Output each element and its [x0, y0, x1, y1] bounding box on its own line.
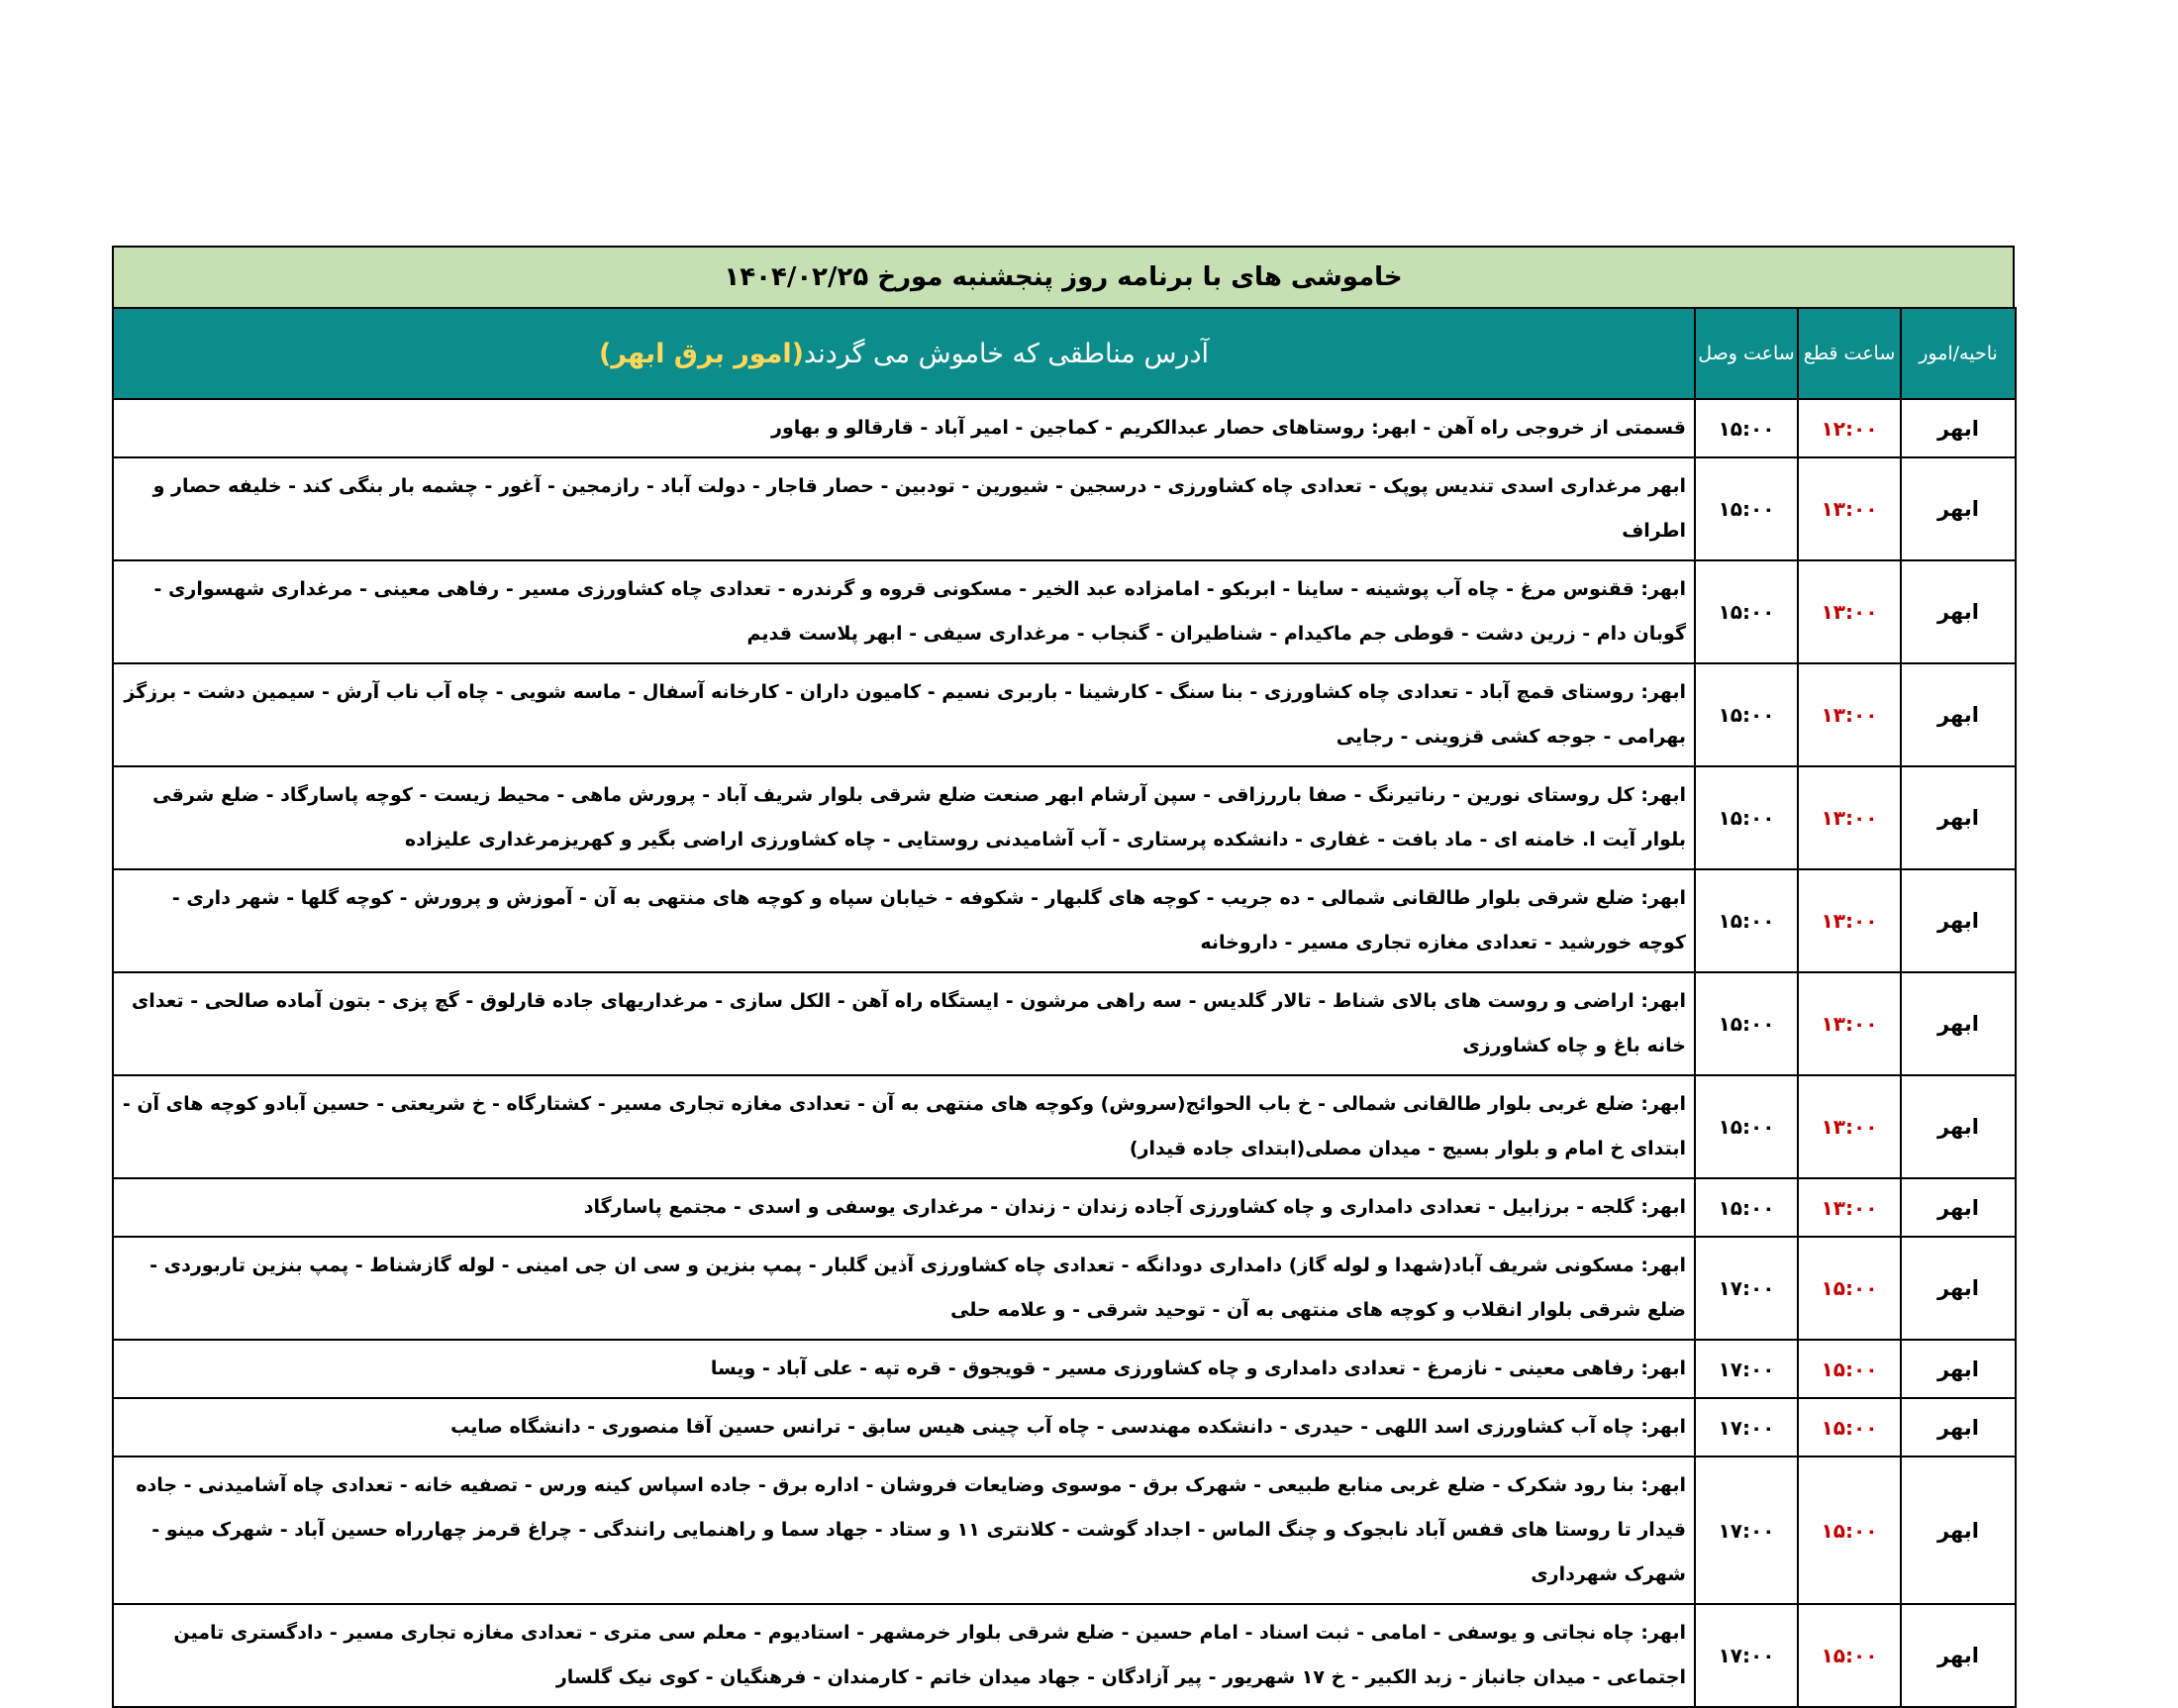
row-region: ابهر: [1901, 1340, 2016, 1398]
row-connect-time: ۱۷:۰۰: [1695, 1340, 1798, 1398]
row-connect-time: ۱۵:۰۰: [1695, 560, 1798, 663]
row-region: ابهر: [1901, 766, 2016, 869]
row-region: ابهر: [1901, 1075, 2016, 1178]
row-connect-time: ۱۵:۰۰: [1695, 869, 1798, 972]
table-row: [113, 1398, 2016, 1457]
row-address: ابهر: مسکونی شریف آباد(شهدا و لوله گاز) دامداری دودانگه - تعدادی چاه کشاورزی آذین گلبار - پمپ بنزین و سی ان جی امینی - لوله گازشناط - پمپ بنزین تاربوردی - ضلع شرقی بلوار انقلاب و کوچه های منتهی به آن - توحید شرقی - و علامه حلی: [113, 1237, 1695, 1340]
row-region: ابهر: [1901, 1237, 2016, 1340]
row-address: ابهر: چاه نجاتی و یوسفی - امامی - ثبت اسناد - امام حسین - ضلع شرقی بلوار خرمشهر - استادیوم - معلم سی متری - تعدادی مغازه تجاری مسیر - دادگستری تامین اجتماعی - میدان جانباز - زبد الکبیر - خ ۱۷ شهریور - پیر آزادگان - جهاد میدان خاتم - کارمندان - فرهنگیان - کوی نیک گلسار: [113, 1604, 1695, 1707]
row-address: ابهر: ضلع شرقی بلوار طالقانی شمالی - ده جریب - کوچه های گلبهار - شکوفه - خیابان سپاه و کوچه های منتهی به آن - آموزش و پرورش - کوچه گلها - شهر داری - کوچه خورشید - تعدادی مغازه تجاری مسیر - داروخانه: [113, 869, 1695, 972]
row-cut-time: ۱۳:۰۰: [1798, 869, 1901, 972]
header-region: ناحیه/امور: [1901, 308, 2016, 399]
row-cut-time: ۱۳:۰۰: [1798, 1178, 1901, 1237]
header-connect-time: ساعت وصل: [1695, 308, 1798, 399]
outage-table: [112, 307, 2017, 1708]
row-connect-time: ۱۷:۰۰: [1695, 1457, 1798, 1604]
row-cut-time: ۱۵:۰۰: [1798, 1237, 1901, 1340]
row-connect-time: ۱۵:۰۰: [1695, 1178, 1798, 1237]
row-cut-time: ۱۳:۰۰: [1798, 663, 1901, 766]
table-row: [113, 1340, 2016, 1398]
row-region: ابهر: [1901, 663, 2016, 766]
row-region: ابهر: [1901, 869, 2016, 972]
row-connect-time: ۱۵:۰۰: [1695, 663, 1798, 766]
row-address: قسمتی از خروجی راه آهن - ابهر: روستاهای حصار عبدالکریم - کماجین - امیر آباد - قارقالو و بهاور: [113, 399, 1695, 457]
row-connect-time: ۱۷:۰۰: [1695, 1237, 1798, 1340]
table-header-row: [113, 308, 2016, 399]
header-unit-label: (امور برق ابهر): [599, 338, 805, 369]
row-connect-time: ۱۵:۰۰: [1695, 766, 1798, 869]
table-row: [113, 1604, 2016, 1707]
row-cut-time: ۱۵:۰۰: [1798, 1398, 1901, 1457]
row-cut-time: ۱۵:۰۰: [1798, 1604, 1901, 1707]
row-connect-time: ۱۵:۰۰: [1695, 1075, 1798, 1178]
table-row: [113, 869, 2016, 972]
row-address: ابهر مرغداری اسدی تندیس پوپک - تعدادی چاه کشاورزی - درسجین - شیورین - تودبین - حصار قاجار - دولت آباد - رازمجین - آغور - چشمه بار بنگی کند - خلیفه حصار و اطراف: [113, 457, 1695, 560]
row-region: ابهر: [1901, 560, 2016, 663]
row-address: ابهر: روستای قمچ آباد - تعدادی چاه کشاورزی - بنا سنگ - کارشینا - باربری نسیم - کامیون داران - کارخانه آسفال - ماسه شویی - چاه آب ناب آرش - سیمین دشت - برزگز بهرامی - جوجه کشی قزوینی - رجایی: [113, 663, 1695, 766]
table-row: [113, 1457, 2016, 1604]
header-address-label: آدرس مناطقی که خاموش می گردند: [804, 338, 1209, 369]
row-region: ابهر: [1901, 399, 2016, 457]
row-region: ابهر: [1901, 457, 2016, 560]
outage-sheet: [112, 246, 2015, 1708]
table-row: [113, 1237, 2016, 1340]
table-row: [113, 972, 2016, 1075]
row-address: ابهر: کل روستای نورین - رناتیرنگ - صفا باررزاقی - سپن آرشام ابهر صنعت ضلع شرقی بلوار شریف آباد - پرورش ماهی - محیط زیست - کوچه پاسارگاد - ضلع شرقی بلوار آیت ا. خامنه ای - ماد بافت - غفاری - دانشکده پرستاری - آب آشامیدنی روستایی - چاه کشاورزی اراضی بگیر و کهریزمرغداری علیزاده: [113, 766, 1695, 869]
header-address: [113, 308, 1695, 399]
row-address: ابهر: ققنوس مرغ - چاه آب پوشینه - ساینا - ابربکو - امامزاده عبد الخیر - مسکونی قروه و گرندره - تعدادی چاه کشاورزی مسیر - رفاهی معینی - مرغداری شهسواری - گوبان دام - زرین دشت - قوطی جم ماکیدام - شناطیران - گنجاب - مرغداری سیفی - ابهر پلاست قدیم: [113, 560, 1695, 663]
table-row: [113, 399, 2016, 457]
row-connect-time: ۱۷:۰۰: [1695, 1398, 1798, 1457]
table-row: [113, 457, 2016, 560]
row-region: ابهر: [1901, 972, 2016, 1075]
row-address: ابهر: گلجه - برزابیل - تعدادی دامداری و چاه کشاورزی آجاده زندان - زندان - مرغداری یوسفی و اسدی - مجتمع پاسارگاد: [113, 1178, 1695, 1237]
row-address: ابهر: اراضی و روست های بالای شناط - تالار گلدیس - سه راهی مرشون - ایستگاه راه آهن - الکل سازی - مرغداریهای جاده قارلوق - گچ پزی - بتون آماده صالحی - تعدای خانه باغ و چاه کشاورزی: [113, 972, 1695, 1075]
row-connect-time: ۱۵:۰۰: [1695, 457, 1798, 560]
row-cut-time: ۱۳:۰۰: [1798, 972, 1901, 1075]
row-cut-time: ۱۳:۰۰: [1798, 560, 1901, 663]
row-connect-time: ۱۵:۰۰: [1695, 972, 1798, 1075]
table-row: [113, 1178, 2016, 1237]
row-cut-time: ۱۲:۰۰: [1798, 399, 1901, 457]
row-region: ابهر: [1901, 1457, 2016, 1604]
row-address: ابهر: ضلع غربی بلوار طالقانی شمالی - خ باب الحوائج(سروش) وکوچه های منتهی به آن - تعدادی مغازه تجاری مسیر - کشتارگاه - خ شریعتی - حسین آبادو کوچه های آن - ابتدای خ امام و بلوار بسیج - میدان مصلی(ابتدای جاده قیدار): [113, 1075, 1695, 1178]
table-row: [113, 766, 2016, 869]
row-connect-time: ۱۷:۰۰: [1695, 1604, 1798, 1707]
row-region: ابهر: [1901, 1604, 2016, 1707]
row-connect-time: ۱۵:۰۰: [1695, 399, 1798, 457]
row-cut-time: ۱۵:۰۰: [1798, 1457, 1901, 1604]
row-address: ابهر: چاه آب کشاورزی اسد اللهی - حیدری - دانشکده مهندسی - چاه آب چینی هیس سابق - ترانس حسین آقا منصوری - دانشگاه صایب: [113, 1398, 1695, 1457]
row-cut-time: ۱۳:۰۰: [1798, 457, 1901, 560]
row-region: ابهر: [1901, 1178, 2016, 1237]
table-row: [113, 1075, 2016, 1178]
table-row: [113, 560, 2016, 663]
row-address: ابهر: بنا رود شکرک - ضلع غربی منابع طبیعی - شهرک برق - موسوی وضایعات فروشان - اداره برق - جاده اسپاس کینه ورس - تصفیه خانه - تعدادی چاه آشامیدنی - جاده قیدار تا روستا های قفس آباد نابجوک و چنگ الماس - اجداد گوشت - کلانتری ۱۱ و ستاد - جهاد سما و راهنمایی رانندگی - چراغ قرمز چهارراه حسین آباد - شهرک مینو - شهرک شهرداری: [113, 1457, 1695, 1604]
row-region: ابهر: [1901, 1398, 2016, 1457]
table-row: [113, 663, 2016, 766]
sheet-title: خاموشی های با برنامه روز پنجشنبه مورخ ۱۴۰۴/۰۲/۲۵: [112, 246, 2015, 307]
row-cut-time: ۱۳:۰۰: [1798, 766, 1901, 869]
row-cut-time: ۱۳:۰۰: [1798, 1075, 1901, 1178]
header-cut-time: ساعت قطع: [1798, 308, 1901, 399]
row-address: ابهر: رفاهی معینی - نازمرغ - تعدادی دامداری و چاه کشاورزی مسیر - قویجوق - قره تپه - علی آباد - ویسا: [113, 1340, 1695, 1398]
row-cut-time: ۱۵:۰۰: [1798, 1340, 1901, 1398]
